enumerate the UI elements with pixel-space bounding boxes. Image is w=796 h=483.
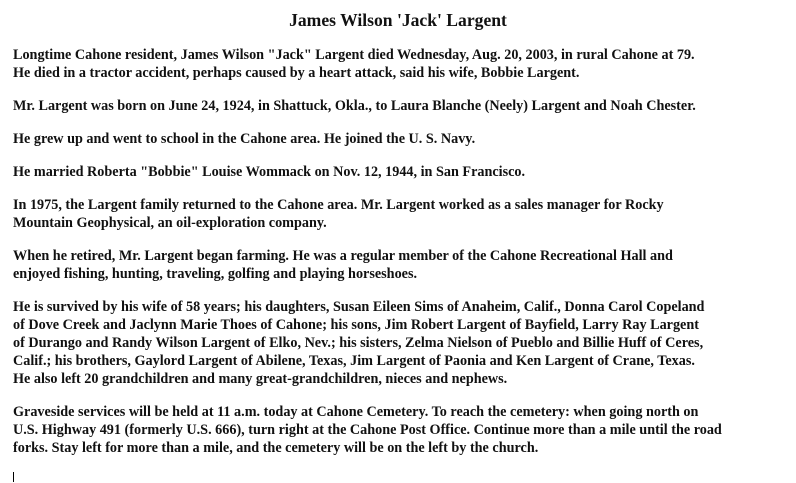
text-cursor (13, 472, 14, 482)
paragraph-marriage (13, 163, 788, 181)
paragraph-career (13, 196, 788, 232)
text-line: He died in a tractor accident, perhaps caused by a heart attack, said his wife, Bobbie Largent. (13, 65, 580, 81)
text-line: U.S. Highway 491 (formerly U.S. 666), turn right at the Cahone Post Office. Continue more than a mile until the road (13, 422, 722, 438)
obituary-body (13, 46, 788, 472)
text-line: forks. Stay left for more than a mile, and the cemetery will be on the left by the church. (13, 440, 539, 456)
page-title: James Wilson 'Jack' Largent (289, 10, 507, 30)
text-line: Calif.; his brothers, Gaylord Largent of Abilene, Texas, Jim Largent of Paonia and Ken Largent of Crane, Texas. (13, 353, 695, 369)
text-line: Longtime Cahone resident, James Wilson "Jack" Largent died Wednesday, Aug. 20, 2003, in rural Cahone at 79. (13, 47, 695, 63)
text-line: Graveside services will be held at 11 a.m. today at Cahone Cemetery. To reach the cemetery: when going north on (13, 404, 699, 420)
paragraph-survivors (13, 298, 788, 388)
text-line: Mr. Largent was born on June 24, 1924, in Shattuck, Okla., to Laura Blanche (Neely) Largent and Noah Chester. (13, 98, 696, 114)
text-line: enjoyed fishing, hunting, traveling, golfing and playing horseshoes. (13, 266, 418, 282)
text-line: He married Roberta "Bobbie" Louise Wommack on Nov. 12, 1944, in San Francisco. (13, 164, 526, 180)
text-line: He also left 20 grandchildren and many great-grandchildren, nieces and nephews. (13, 371, 508, 387)
paragraph-death (13, 46, 788, 82)
text-line: Mountain Geophysical, an oil-exploration company. (13, 215, 327, 231)
text-line: He is survived by his wife of 58 years; his daughters, Susan Eileen Sims of Anaheim, Calif., Donna Carol Copeland (13, 299, 705, 315)
paragraph-services (13, 403, 788, 457)
paragraph-retirement (13, 247, 788, 283)
paragraph-birth (13, 97, 788, 115)
text-line: of Durango and Randy Wilson Largent of Elko, Nev.; his sisters, Zelma Nielson of Pueblo and Billie Huff of Ceres, (13, 335, 704, 351)
text-line: When he retired, Mr. Largent began farming. He was a regular member of the Cahone Recreational Hall and (13, 248, 673, 264)
paragraph-youth (13, 130, 788, 148)
text-line: In 1975, the Largent family returned to the Cahone area. Mr. Largent worked as a sales manager for Rocky (13, 197, 664, 213)
text-line: He grew up and went to school in the Cahone area. He joined the U. S. Navy. (13, 131, 476, 147)
text-line: of Dove Creek and Jaclynn Marie Thoes of Cahone; his sons, Jim Robert Largent of Bayfield, Larry Ray Largent (13, 317, 699, 333)
